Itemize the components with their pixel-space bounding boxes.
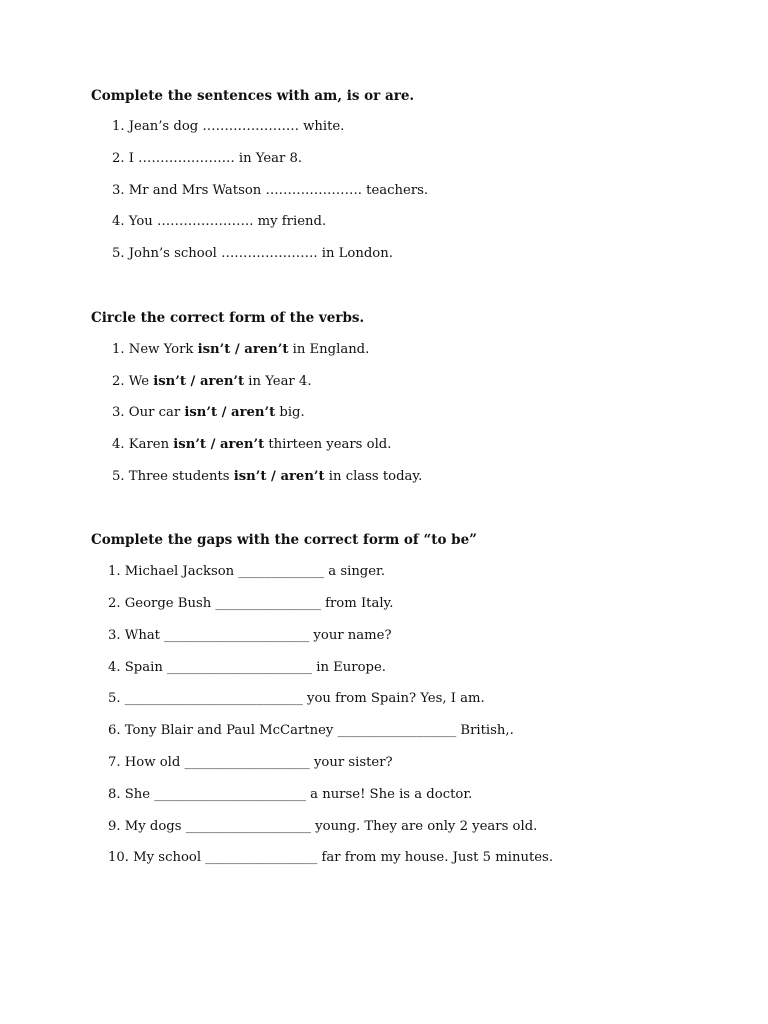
item-prefix: 1. New York (112, 342, 198, 357)
section-title: Circle the correct form of the verbs. (91, 310, 365, 326)
exercise-item: 1. Michael Jackson _____________ a singer. (108, 564, 386, 579)
exercise-item: 2. George Bush ________________ from Italy. (108, 596, 394, 611)
item-prefix: 3. Our car (112, 405, 185, 420)
item-suffix: in England. (288, 342, 370, 357)
exercise-item: 8. She _______________________ a nurse! She is a doctor. (108, 787, 473, 802)
exercise-item: 4. Spain ______________________ in Europe. (108, 660, 386, 675)
verb-choice: isn’t / aren’t (173, 437, 265, 452)
verb-choice: isn’t / aren’t (153, 374, 245, 389)
exercise-item: 2. I …………………. in Year 8. (112, 151, 303, 166)
item-prefix: 2. We (112, 374, 154, 389)
item-prefix: 4. Karen (112, 437, 174, 452)
exercise-item: 5. ___________________________ you from Spain? Yes, I am. (108, 691, 485, 706)
exercise-item: 1. Jean’s dog …………………. white. (112, 119, 345, 134)
exercise-item: 9. My dogs ___________________ young. They are only 2 years old. (108, 819, 538, 834)
exercise-item: 4. You …………………. my friend. (112, 214, 327, 229)
exercise-item (112, 468, 422, 486)
exercise-item (112, 404, 305, 422)
verb-choice: isn’t / aren’t (233, 469, 325, 484)
section-title: Complete the gaps with the correct form of “to be” (91, 532, 477, 548)
exercise-item (112, 436, 391, 454)
verb-choice: isn’t / aren’t (197, 342, 289, 357)
item-suffix: in class today. (324, 469, 423, 484)
verb-choice: isn’t / aren’t (184, 405, 276, 420)
exercise-item: 3. Mr and Mrs Watson …………………. teachers. (112, 183, 429, 198)
exercise-item: 7. How old ___________________ your sister? (108, 755, 393, 770)
exercise-item: 5. John’s school …………………. in London. (112, 246, 393, 261)
item-suffix: in Year 4. (244, 374, 312, 389)
item-suffix: big. (275, 405, 305, 420)
section-title: Complete the sentences with am, is or are. (91, 88, 415, 104)
item-suffix: thirteen years old. (264, 437, 392, 452)
exercise-item: 3. What ______________________ your name? (108, 628, 392, 643)
exercise-item (112, 373, 312, 391)
exercise-item: 6. Tony Blair and Paul McCartney __________________ British,. (108, 723, 514, 738)
exercise-item: 10. My school _________________ far from my house. Just 5 minutes. (108, 850, 554, 865)
item-prefix: 5. Three students (112, 469, 234, 484)
exercise-item (112, 341, 369, 359)
